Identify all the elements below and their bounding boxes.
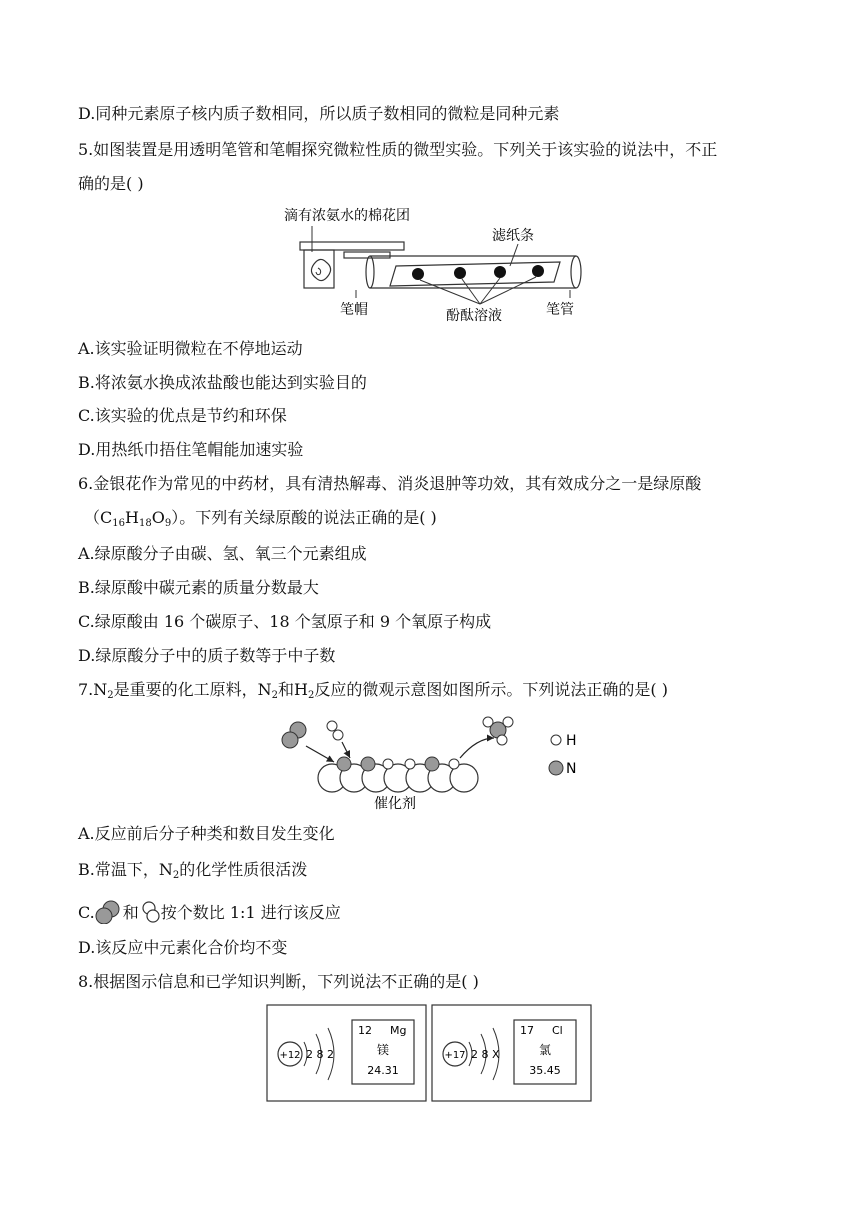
q5-option-a: A.该实验证明微粒在不停地运动 bbox=[78, 339, 303, 358]
mg-electron-shells: 2 8 2 bbox=[306, 1048, 334, 1061]
cl-mass: 35.45 bbox=[529, 1064, 561, 1077]
q7-stem: $7.N_2$是重要的化工原料，$N_2$和$H_2$反应的微观示意图如图所示。下列说法正确的是( ) bbox=[78, 680, 668, 701]
q5-option-c: C.该实验的优点是节约和环保 bbox=[78, 406, 287, 425]
q6-option-b: B.绿原酸中碳元素的质量分数最大 bbox=[78, 578, 319, 597]
catalyst-label: 催化剂 bbox=[374, 796, 416, 812]
cotton-ball-icon bbox=[311, 259, 330, 280]
q7-option-a: A.反应前后分子种类和数目发生变化 bbox=[78, 824, 335, 843]
phenol-dot bbox=[494, 266, 506, 278]
q5-stem-line2: 确的是( ) bbox=[78, 174, 144, 193]
q8-element-figure bbox=[266, 1004, 594, 1104]
q6-option-c: C.绿原酸由 16 个碳原子、18 个氢原子和 9 个氧原子构成 bbox=[78, 612, 492, 631]
q7-reaction-figure bbox=[272, 710, 602, 816]
mg-symbol: Mg bbox=[390, 1024, 407, 1037]
legend-n: N bbox=[566, 761, 577, 777]
label-cap: 笔帽 bbox=[340, 302, 368, 318]
phenol-dot bbox=[412, 268, 424, 280]
q7-option-b: B.常温下，$N_2$的化学性质很活泼 bbox=[78, 860, 308, 881]
legend-h: H bbox=[566, 733, 577, 749]
nitrogen-molecule-icon bbox=[95, 900, 121, 924]
label-tube: 笔管 bbox=[546, 302, 574, 318]
q6-option-d: D.绿原酸分子中的质子数等于中子数 bbox=[78, 646, 336, 665]
q6-option-a: A.绿原酸分子由碳、氢、氧三个元素组成 bbox=[78, 544, 367, 563]
q4-option-d: D.同种元素原子核内质子数相同，所以质子数相同的微粒是同种元素 bbox=[78, 104, 560, 123]
mg-mass: 24.31 bbox=[367, 1064, 399, 1077]
q8-stem: 8.根据图示信息和已学知识判断，下列说法不正确的是( ) bbox=[78, 972, 479, 991]
q6-stem-line2 bbox=[84, 508, 437, 534]
hydrogen-atom-icon bbox=[551, 735, 561, 745]
cl-electron-shells: 2 8 X bbox=[471, 1048, 500, 1061]
open-paren: （ bbox=[84, 508, 101, 527]
cl-symbol: Cl bbox=[552, 1024, 563, 1037]
cl-nucleus: +17 bbox=[444, 1050, 466, 1061]
q5-stem-line1: 5.如图装置是用透明笔管和笔帽探究微粒性质的微型实验。下列关于该实验的说法中，不正 bbox=[78, 140, 718, 159]
phenol-dot bbox=[454, 267, 466, 279]
nitrogen-atom-icon bbox=[549, 761, 563, 775]
mg-nucleus: +12 bbox=[279, 1050, 301, 1061]
q6-stem-line1: 6.金银花作为常见的中药材，具有清热解毒、消炎退肿等功效，其有效成分之一是绿原酸 bbox=[78, 474, 702, 493]
label-cotton: 滴有浓氨水的棉花团 bbox=[284, 208, 410, 224]
hydrogen-molecule-icon bbox=[141, 900, 161, 924]
phenol-dot bbox=[532, 265, 544, 277]
q5-option-b: B.将浓氨水换成浓盐酸也能达到实验目的 bbox=[78, 373, 367, 392]
mg-name: 镁 bbox=[376, 1043, 390, 1057]
chemical-formula: $C_{16}H_{18}O_9$ bbox=[100, 508, 172, 529]
q5-pen-experiment-figure bbox=[270, 198, 600, 326]
cl-atomic-number: 17 bbox=[520, 1024, 534, 1037]
q5-option-d: D.用热纸巾捂住笔帽能加速实验 bbox=[78, 440, 304, 459]
q7-option-c: C. 和 按个数比 1:1 进行该反应 bbox=[78, 900, 341, 925]
mg-atomic-number: 12 bbox=[358, 1024, 372, 1037]
label-phenol: 酚酞溶液 bbox=[446, 308, 502, 324]
q7-option-d: D.该反应中元素化合价均不变 bbox=[78, 938, 288, 957]
cl-name: 氯 bbox=[538, 1043, 552, 1057]
label-filter-paper: 滤纸条 bbox=[492, 228, 534, 244]
q6-stem-rest: ）。下列有关绿原酸的说法正确的是( ) bbox=[171, 508, 437, 527]
